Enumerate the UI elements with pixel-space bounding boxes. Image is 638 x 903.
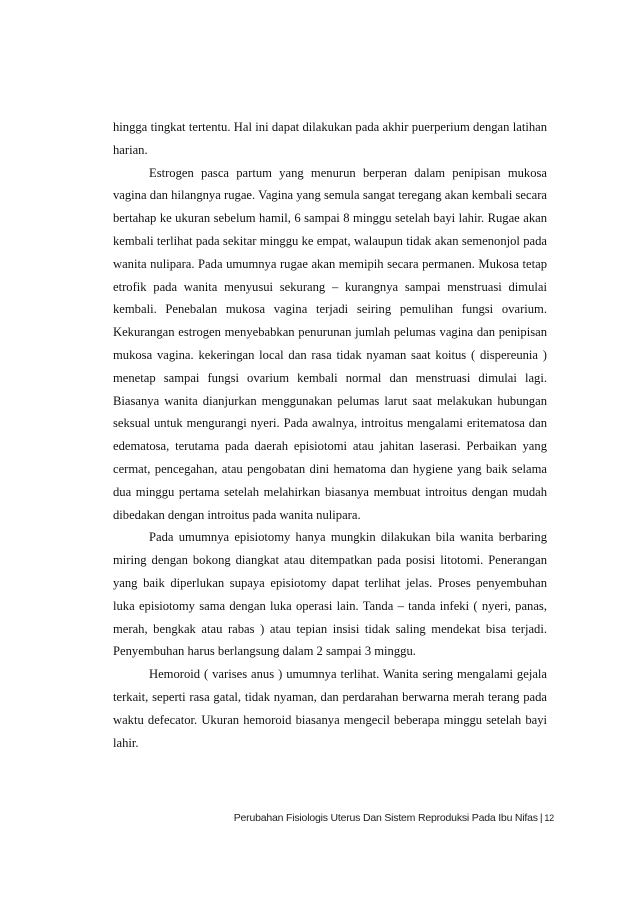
footer-title: Perubahan Fisiologis Uterus Dan Sistem Reproduksi Pada Ibu Nifas [233,812,538,824]
paragraph-hemoroid: Hemoroid ( varises anus ) umumnya terlihat. Wanita sering mengalami gejala terkait, seperti rasa gatal, tidak nyaman, dan perdarahan berwarna merah terang pada waktu defecator. Ukuran hemoroid biasanya mengecil beberapa minggu setelah bayi lahir. [113,667,547,750]
paragraph-continuation: hingga tingkat tertentu. Hal ini dapat dilakukan pada akhir puerperium dengan latihan harian. [113,120,547,157]
page-body [113,116,547,754]
page-footer [0,812,554,824]
page-number: 12 [544,813,554,823]
footer-separator: | [539,812,543,824]
paragraph-episiotomy: Pada umumnya episiotomy hanya mungkin dilakukan bila wanita berbaring miring dengan bokong diangkat atau ditempatkan pada posisi litotomi. Penerangan yang baik diperlukan supaya episiotomy dapat terlihat jelas. Proses penyembuhan luka episiotomy sama dengan luka operasi lain. Tanda – tanda infeki ( nyeri, panas, merah, bengkak atau rabas ) atau tepian insisi tidak saling mendekat bisa terjadi. Penyembuhan harus berlangsung dalam 2 sampai 3 minggu. [113,530,547,659]
paragraph-estrogen: Estrogen pasca partum yang menurun berperan dalam penipisan mukosa vagina dan hilangnya rugae. Vagina yang semula sangat teregang akan kembali secara bertahap ke ukuran sebelum hamil, 6 sampai 8 minggu setelah bayi lahir. Rugae akan kembali terlihat pada sekitar minggu ke empat, walaupun tidak akan semenonjol pada wanita nulipara. Pada umumnya rugae akan memipih secara permanen. Mukosa tetap etrofik pada wanita menyusui sekurang – kurangnya sampai menstruasi dimulai kembali. Penebalan mukosa vagina terjadi seiring pemulihan fungsi ovarium. Kekurangan estrogen menyebabkan penurunan jumlah pelumas vagina dan penipisan mukosa vagina. kekeringan local dan rasa tidak nyaman saat koitus ( dispereunia ) menetap sampai fungsi ovarium kembali normal dan menstruasi dimulai lagi. Biasanya wanita dianjurkan menggunakan pelumas larut saat melakukan hubungan seksual untuk mengurangi nyeri. Pada awalnya, introitus mengalami eritematosa dan edematosa, terutama pada daerah episiotomi atau jahitan laserasi. Perbaikan yang cermat, pencegahan, atau pengobatan dini hematoma dan hygiene yang baik selama dua minggu pertama setelah melahirkan biasanya membuat introitus dengan mudah dibedakan dengan introitus pada wanita nulipara. [113,165,547,522]
